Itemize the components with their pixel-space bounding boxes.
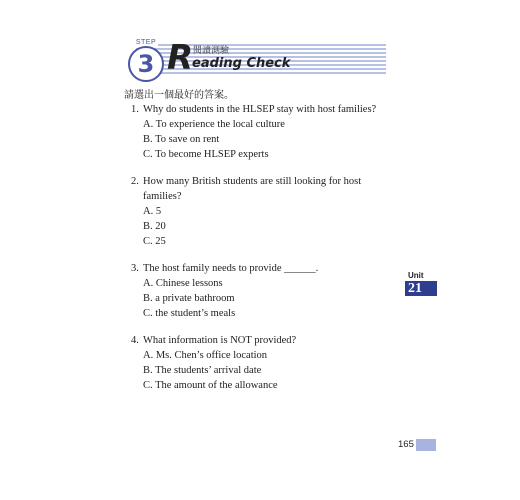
question-4 — [131, 333, 401, 393]
page-number-bar — [416, 439, 436, 451]
subtitle-zh: 閱讀測驗 — [193, 46, 230, 56]
unit-label: Unit — [408, 271, 424, 280]
unit-tab — [405, 271, 437, 296]
question-stem: The host family needs to provide ______. — [143, 263, 319, 274]
option-a: A. To experience the local culture — [143, 119, 285, 130]
question-number: 3. — [131, 263, 139, 274]
option-c: C. To become HLSEP experts — [143, 149, 269, 160]
option-a: A. Chinese lessons — [143, 278, 223, 289]
question-number: 1. — [131, 104, 139, 115]
option-c: C. 25 — [143, 236, 166, 247]
question-number: 2. — [131, 176, 139, 187]
option-b: B. a private bathroom — [143, 293, 235, 304]
option-b: B. The students’ arrival date — [143, 365, 262, 376]
question-stem: How many British students are still looking for host families? — [143, 176, 362, 202]
page-number: 165 — [398, 439, 414, 450]
instruction-text: 請選出一個最好的答案。 — [124, 90, 234, 101]
title-initial: R — [167, 38, 194, 78]
option-a: A. 5 — [143, 206, 162, 217]
unit-number: 21 — [405, 281, 437, 296]
question-list — [131, 102, 401, 405]
section-header — [0, 0, 520, 80]
question-3 — [131, 261, 401, 321]
section-title: eading Check — [192, 56, 291, 71]
question-number: 4. — [131, 335, 139, 346]
option-c: C. the student’s meals — [143, 308, 236, 319]
question-stem: What information is NOT provided? — [143, 335, 297, 346]
step-label: STEP — [135, 39, 157, 46]
question-1 — [131, 102, 401, 162]
option-a: A. Ms. Chen’s office location — [143, 350, 268, 361]
question-stem: Why do students in the HLSEP stay with host families? — [143, 104, 377, 115]
option-b: B. To save on rent — [143, 134, 220, 145]
step-number: 3 — [137, 50, 155, 78]
option-b: B. 20 — [143, 221, 166, 232]
step-badge — [128, 39, 164, 82]
option-c: C. The amount of the allowance — [143, 380, 278, 391]
question-2 — [131, 174, 401, 249]
